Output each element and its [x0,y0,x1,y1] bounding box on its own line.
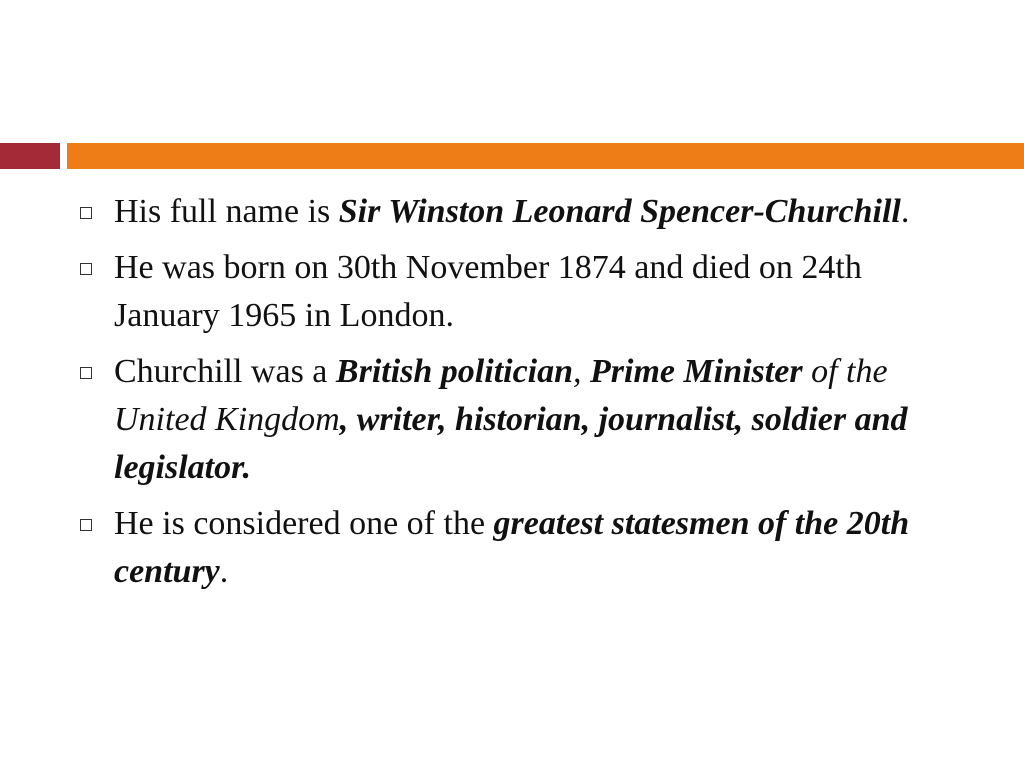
text-segment: His full name is [114,193,339,230]
text-segment: . [900,193,910,230]
emphasis-roles: , writer, historian, journalist, soldier and legislator. [114,401,908,486]
text-segment: He was born on 30th November 1874 and died on 24th January 1965 in London. [114,249,862,334]
hollow-square-bullet-icon [80,367,92,379]
accent-bar-right [67,143,1024,169]
text-segment: Churchill was a [114,353,336,390]
list-item [72,244,972,340]
emphasis-statesmen: greatest statesmen of the 20th century [114,505,910,590]
text-segment: of the United Kingdom [114,353,888,438]
hollow-square-bullet-icon [80,263,92,275]
list-item [72,348,972,492]
emphasis-prime-minister: Prime Minister [590,353,803,390]
hollow-square-bullet-icon [80,519,92,531]
full-name-emphasis: Sir Winston Leonard Spencer-Churchill [338,193,901,230]
text-segment: He is considered one of the [114,505,494,542]
hollow-square-bullet-icon [80,207,92,219]
text-segment: . [219,553,229,590]
bullet-list [72,188,972,604]
list-item [72,188,972,236]
emphasis-politician: British politician [335,353,574,390]
text-segment: , [573,353,591,390]
accent-bar-left [0,143,60,169]
list-item [72,500,972,596]
